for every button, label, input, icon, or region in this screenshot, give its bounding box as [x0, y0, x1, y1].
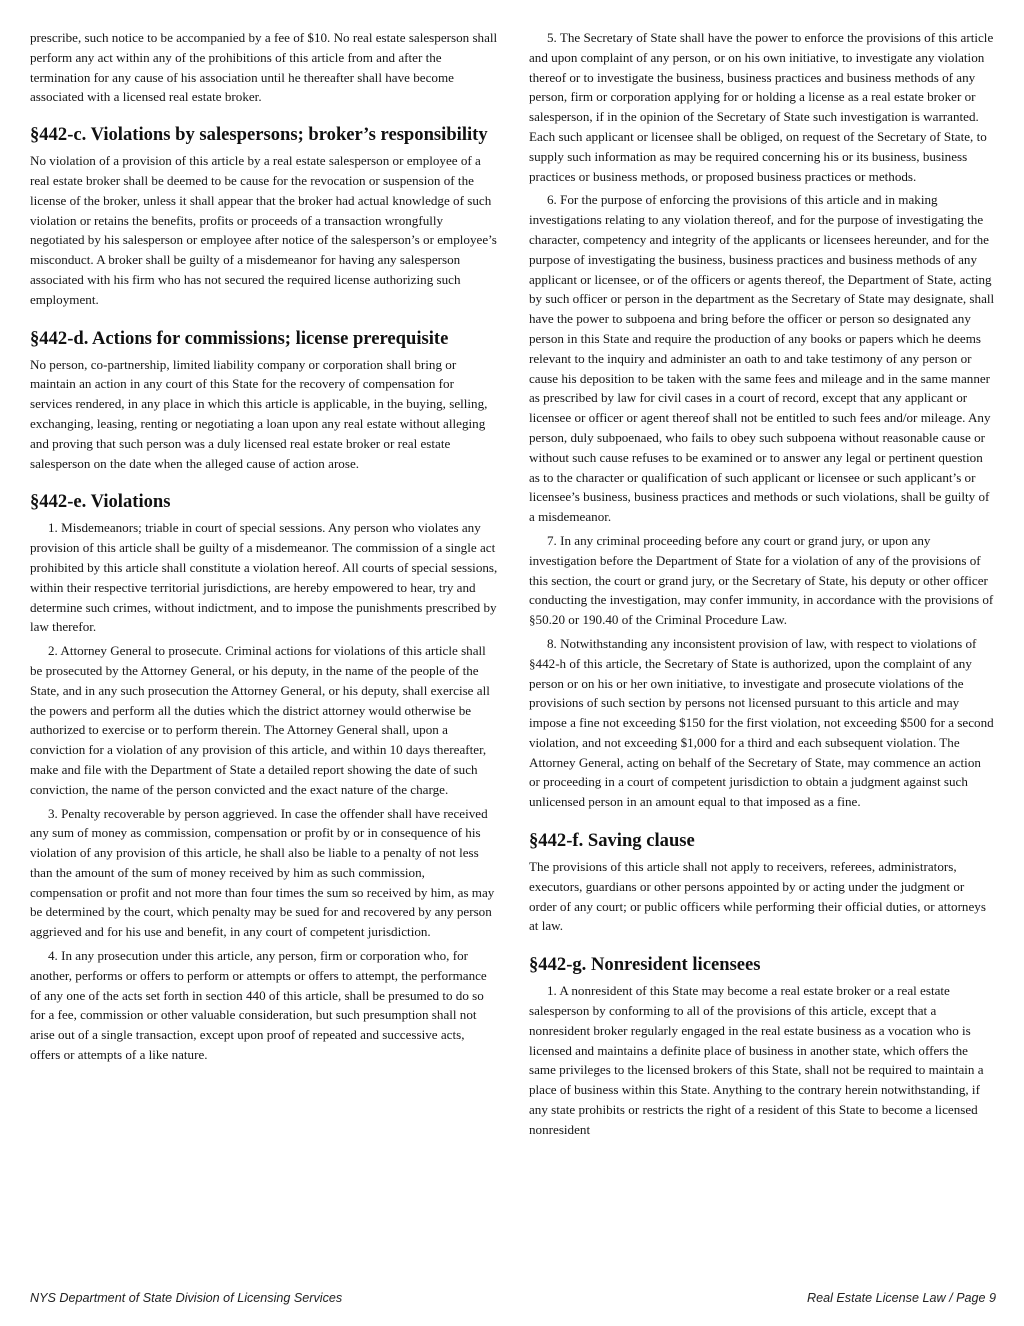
section-442d-body: No person, co-partnership, limited liability company or corporation shall bring or maintain an action in any court of this State for the recovery of compensation for services rendered, in any place in which this article is applicable, in the buying, selling, exchanging, leasing, renting or negotiating a loan upon any real estate without alleging and proving that such person was a duly licensed real estate broker or real estate salesperson on the date when the alleged cause of action arose. — [30, 356, 488, 471]
section-442d-heading: §442-d. Actions for commissions; license prerequisite — [30, 327, 449, 349]
section-442e-paragraph-5: 5. The Secretary of State shall have the power to enforce the provisions of this article and upon complaint of any person, or on his own initiative, to investigate any violation thereof or to investigate the business, business practices and business methods of any person, firm or corporation applying for or holding a license as a real estate broker or salesperson, if in the opinion of the Secretary of State such investigation is warranted. Each such applicant or licensee shall be obliged, on request of the Secretary of State, to supply such information as may be required concerning his or its business, business practices or business methods, or proposed business practices or methods. — [529, 30, 994, 184]
section-442f-body: The provisions of this article shall not apply to receivers, referees, administrators, executors, guardians or other persons appointed by or acting under the judgment or order of any court; or public officers while performing their official duties, or attorneys at law. — [529, 859, 986, 934]
section-442e-paragraph-8: 8. Notwithstanding any inconsistent provision of law, with respect to violations of §442-h of this article, the Secretary of State is authorized, upon the complaint of any person or on his or her own initiative, to investigate and prosecute violations of the provisions of such section by persons not licensed pursuant to this article and may impose a fine not exceeding $150 for the first violation, not exceeding $500 for a second violation, and not exceeding $1,000 for a third and each subsequent violation. The Attorney General, acting on behalf of the Secretary of State, may commence an action or proceeding in a court of competent jurisdiction to obtain a judgment against such unlicensed person in an amount equal to that imposed as a fine. — [529, 635, 994, 810]
section-442e-paragraph-1: 1. Misdemeanors; triable in court of special sessions. Any person who violates any provision of this article shall be guilty of a misdemeanor. The commission of a single act prohibited by this article shall constitute a violation hereof. All courts of special sessions, within their respective territorial jurisdictions, are hereby empowered to hear, try and determine such crimes, without indictment, and to impose the punishments prescribed by law therefor. — [30, 520, 498, 635]
section-442c-body: No violation of a provision of this article by a real estate salesperson or employee of a real estate broker shall be deemed to be cause for the revocation or suspension of the license of the broker, unless it shall appear that the broker had actual knowledge of such violation or retains the benefits, profits or proceeds of a transaction wrongfully negotiated by his salesperson or employee after notice of the salesperson’s or employee’s misconduct. A broker shall be guilty of a misdemeanor for having any salesperson associated with his firm who has not secured the required license authorizing such employment. — [30, 153, 497, 307]
section-442g-paragraph-1: 1. A nonresident of this State may become a real estate broker or a real estate salesperson by conforming to all of the provisions of this article, except that a nonresident broker regularly engaged in the real estate business as a vocation who is licensed and maintains a definite place of business in another state, which offers the same privileges to the licensed brokers of this State, shall not be required to maintain a place of business within this State. Anything to the contrary herein notwithstanding, if any state prohibits or restricts the right of a resident of this State to become a licensed nonresident — [529, 983, 984, 1137]
section-442e-paragraph-4: 4. In any prosecution under this article, any person, firm or corporation who, for another, performs or offers to perform or attempts or offers to attempt, the performance of any one of the acts set forth in section 440 of this article, shall be presumed to do so for a fee, commission or other valuable consideration, but such presumption shall not arise out of a single transaction, except upon proof of repeated and successive acts, offers or attempts of a like nature. — [30, 948, 487, 1063]
section-442e-paragraph-3: 3. Penalty recoverable by person aggrieved. In case the offender shall have received any sum of money as commission, compensation or profit by or in consequence of his violation of any provision of this article, he shall also be liable to a penalty of not less than the amount of the sum of money received by him as such commission, compensation or profit and not more than four times the sum so received by him, as may be determined by the court, which penalty may be sued for and recovered by any person aggrieved and for his use and benefit, in any court of competent jurisdiction. — [30, 805, 495, 940]
footer-publisher: NYS Department of State Division of Licensing Services — [30, 1291, 343, 1305]
section-442f-heading: §442-f. Saving clause — [529, 830, 695, 852]
section-442g-heading: §442-g. Nonresident licensees — [529, 954, 761, 976]
section-442e-paragraph-7: 7. In any criminal proceeding before any court or grand jury, or upon any investigation before the Department of State for a violation of any of the provisions of this section, the court or grand jury, or the Secretary of State, his deputy or other officer conducting the investigation, may confer immunity, in accordance with the provisions of §50.20 or 190.40 of the Criminal Procedure Law. — [529, 532, 994, 628]
section-442c-heading: §442-c. Violations by salespersons; broker’s responsibility — [30, 124, 488, 146]
right-column — [529, 28, 995, 1144]
section-442e-heading: §442-e. Violations — [30, 491, 171, 513]
section-442e-paragraph-6: 6. For the purpose of enforcing the provisions of this article and in making investigations relating to any violation thereof, and for the purpose of investigating the character, competency and integrity of the applicants or licensees hereunder, and for the purpose of investigating the business, business practices and business methods of any applicant or licensee, or of the officers or agents thereof, the Department of State, acting by such officer or person in the department as the Secretary of State may designate, shall have the power to subpoena and bring before the officer or person so designated any person in this State and require the production of any books or papers which he deems relevant to the inquiry and administer an oath to and take testimony of any person or cause his deposition to be taken with the same fees and mileage and in the same manner as prescribed by law for civil cases in a court of record, except that any applicant or licensee or officer or agent thereof shall not be entitled to such fees and/or mileage. Any person, duly subpoenaed, who fails to obey such subpoena without reasonable cause or without such cause refuses to be examined or to answer any legal or pertinent question as to the character or qualification of such applicant or licensee or such applicant’s or licensee’s business, business practices and methods or such violations, shall be guilty of a misdemeanor. — [529, 192, 995, 525]
section-442e-paragraph-2: 2. Attorney General to prosecute. Criminal actions for violations of this article shall be prosecuted by the Attorney General, or his deputy, in the name of the people of the State, and in any such prosecution the Attorney General, or his deputy, shall exercise all the powers and perform all the duties which the district attorney would otherwise be authorized to exercise or to perform therein. The Attorney General shall, upon a conviction for a violation of any provision of this article, and within 10 days thereafter, make and file with the Department of State a detailed report showing the date of such conviction, the name of the person convicted and the exact nature of the charge. — [30, 643, 490, 797]
left-column — [30, 28, 498, 1069]
footer-page-number: Real Estate License Law / Page 9 — [806, 1291, 996, 1305]
intro-paragraph: prescribe, such notice to be accompanied by a fee of $10. No real estate salesperson shall perform any act within any of the prohibitions of this article from and after the termination for any cause of his association until he thereafter shall have become associated with a licensed real estate broker. — [30, 30, 498, 105]
